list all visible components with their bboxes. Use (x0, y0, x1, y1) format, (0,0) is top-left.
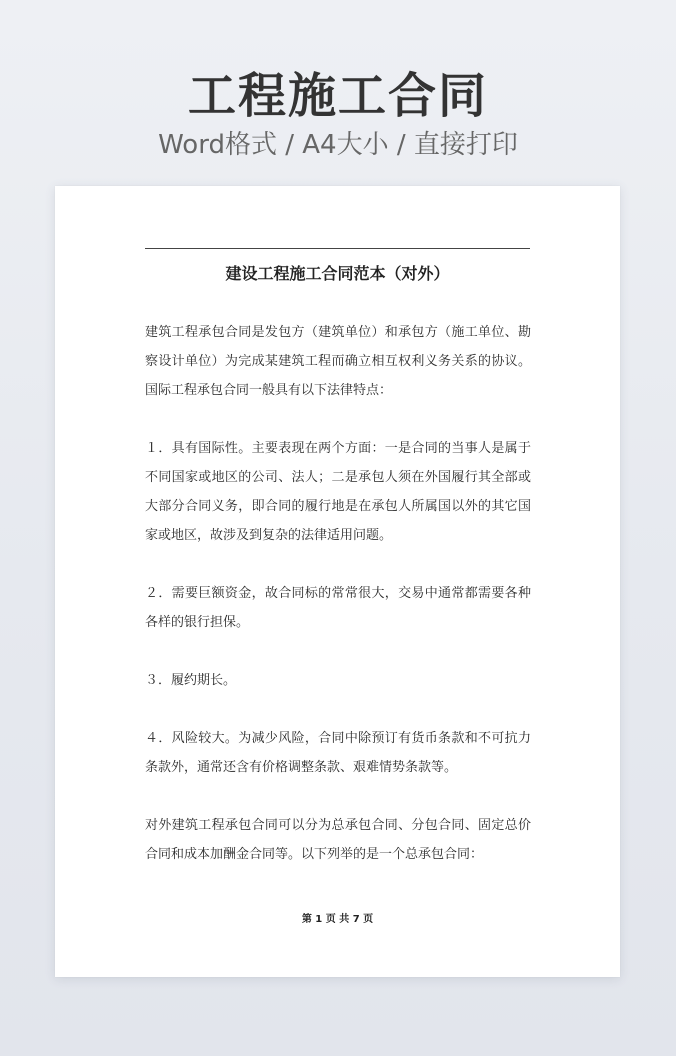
format-subtitle: Word格式 / A4大小 / 直接打印 (158, 130, 518, 160)
main-title: 工程施工合同 (187, 68, 488, 124)
document-body (145, 318, 531, 898)
intro-paragraph: 建筑工程承包合同是发包方（建筑单位）和承包方（施工单位、勘察设计单位）为完成某建筑工程而确立相互权利义务关系的协议。国际工程承包合同一般具有以下法律特点： (145, 325, 531, 398)
page-number: 第 1 页 共 7 页 (301, 914, 374, 925)
feature-paragraph-2: ２．需要巨额资金，故合同标的常常很大，交易中通常都需要各种各样的银行担保。 (145, 586, 531, 630)
feature-paragraph-3: ３．履约期长。 (145, 673, 237, 688)
feature-paragraph-4: ４．风险较大。为减少风险，合同中除预订有货币条款和不可抗力条款外，通常还含有价格调整条款、艰难情势条款等。 (145, 731, 531, 775)
feature-paragraph-1: １．具有国际性。主要表现在两个方面：一是合同的当事人是属于不同国家或地区的公司、法人；二是承包人须在外国履行其全部或大部分合同义务，即合同的履行地是在承包人所属国以外的其它国家或地区，故涉及到复杂的法律适用问题。 (145, 441, 531, 543)
page-header (0, 66, 676, 162)
title-divider (145, 248, 530, 249)
document-page-preview (55, 186, 620, 977)
document-title: 建设工程施工合同范本（对外） (225, 264, 450, 283)
contract-types-paragraph: 对外建筑工程承包合同可以分为总承包合同、分包合同、固定总价合同和成本加酬金合同等。以下列举的是一个总承包合同： (145, 818, 531, 862)
